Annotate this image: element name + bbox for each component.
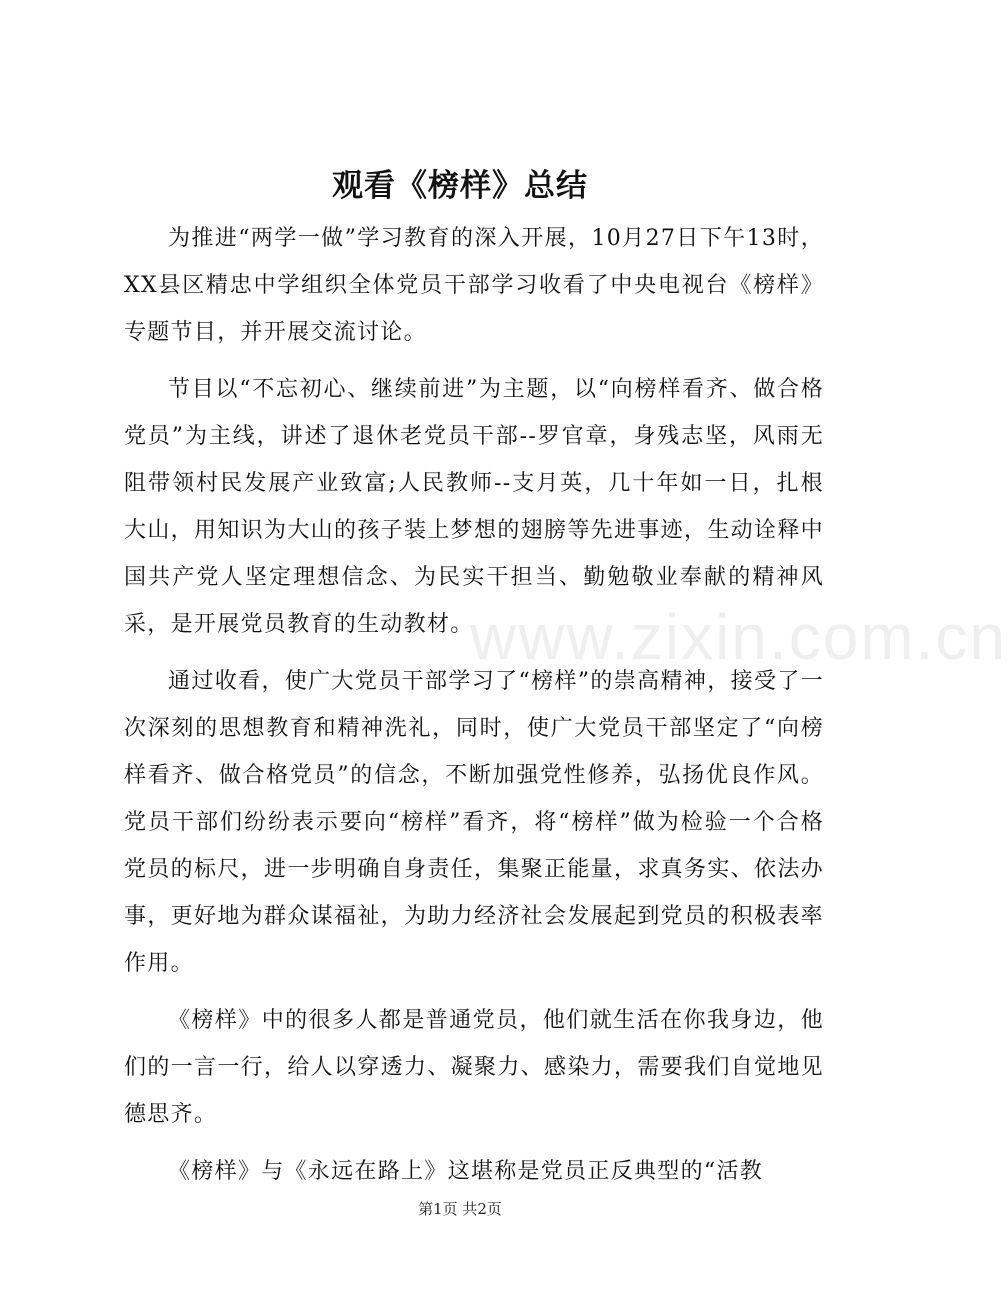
document-body — [124, 215, 824, 1195]
paragraph: 通过收看，使广大党员干部学习了“榜样”的崇高精神，接受了一次深刻的思想教育和精神洗礼，同时，使广大党员干部坚定了“向榜样看齐、做合格党员”的信念，不断加强党性修养，弘扬优良作风。党员干部们纷纷表示要向“榜样”看齐，将“榜样”做为检验一个合格党员的标尺，进一步明确自身责任，集聚正能量，求真务实、依法办事，更好地为群众谋福祉，为助力经济社会发展起到党员的积极表率作用。 — [124, 669, 824, 976]
watermark: www.zixin.com.cn — [470, 601, 1007, 673]
paragraph: 《榜样》与《永远在路上》这堪称是党员正反典型的“活教 — [168, 1159, 764, 1184]
paragraph: 节目以“不忘初心、继续前进”为主题，以“向榜样看齐、做合格党员”为主线，讲述了退休老党员干部--罗官章，身残志坚，风雨无阻带领村民发展产业致富;人民教师--支月英，几十年如一日，扎根大山，用知识为大山的孩子装上梦想的翅膀等先进事迹，生动诠释中国共产党人坚定理想信念、为民实干担当、勤勉敬业奉献的精神风采，是开展党员教育的生动教材。 — [124, 377, 824, 637]
paragraph: 为推进“两学一做”学习教育的深入开展，10月27日下午13时，XX县区精忠中学组织全体党员干部学习收看了中央电视台《榜样》专题节目，并开展交流讨论。 — [124, 226, 824, 345]
paragraph: 《榜样》中的很多人都是普通党员，他们就生活在你我身边，他们的一言一行，给人以穿透力、凝聚力、感染力，需要我们自觉地见德思齐。 — [124, 1008, 824, 1127]
document-title: 观看《榜样》总结 — [332, 168, 588, 204]
page-number: 第1页 共2页 — [418, 1200, 502, 1218]
